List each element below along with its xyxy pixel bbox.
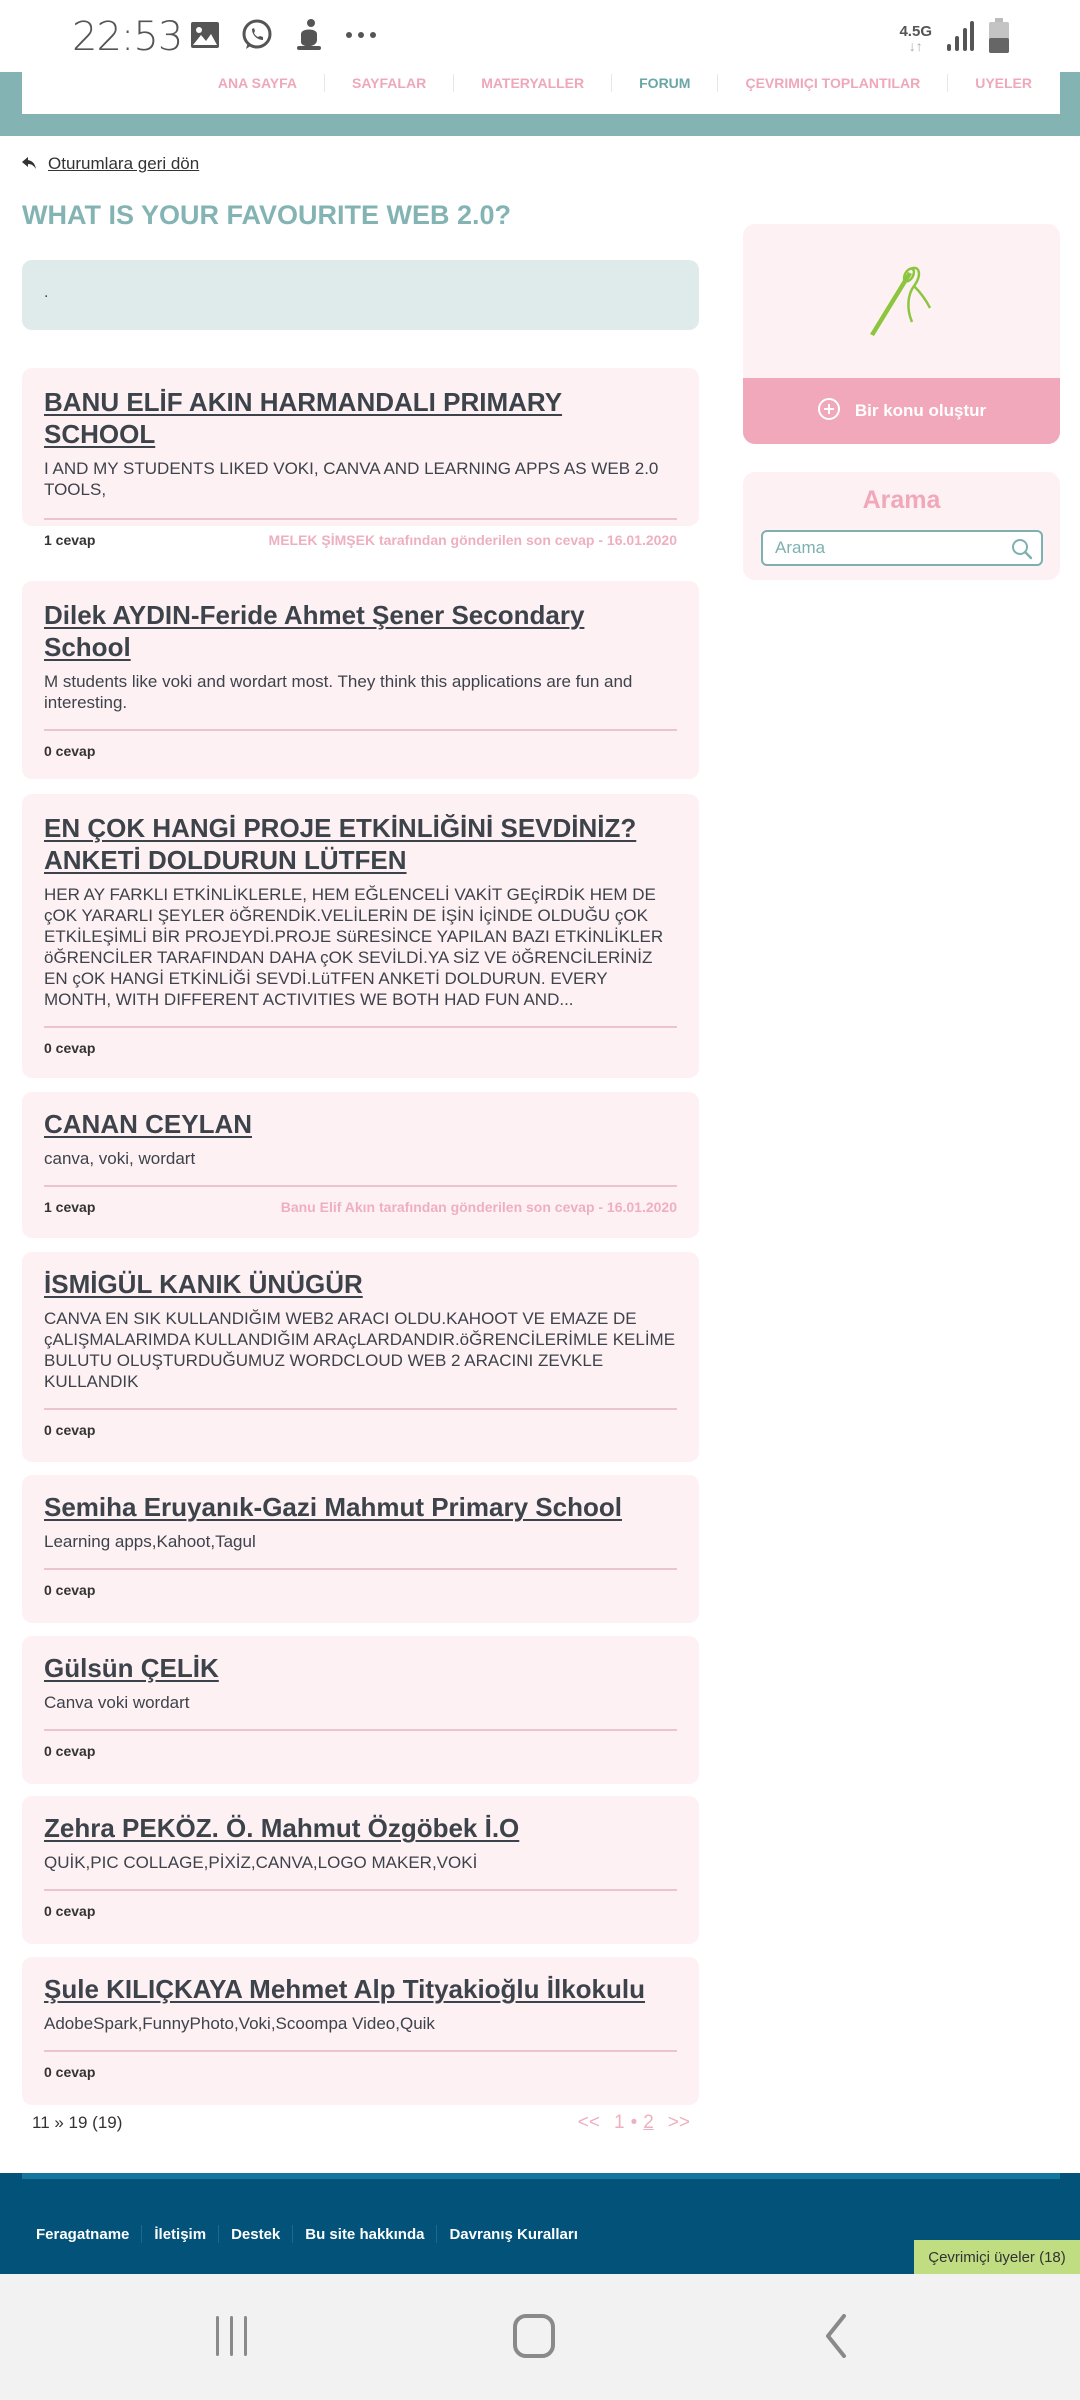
pagination-info: 11 » 19 (19) [32,2113,123,2132]
online-members-button[interactable]: Çevrimiçi üyeler (18) [914,2240,1080,2274]
nav-divider [324,74,325,92]
needle-thread-icon [868,264,938,349]
nav-sayfalar[interactable]: SAYFALAR [352,75,427,91]
footer-link-about[interactable]: Bu site hakkında [305,2225,425,2243]
nav-divider [947,74,948,92]
topic-title-link[interactable]: BANU ELİF AKIN HARMANDALI PRIMARY SCHOOL [44,387,563,449]
topic-card [22,794,699,1078]
search-input[interactable] [763,532,993,564]
reply-count: 1 cevap [44,1199,96,1215]
pagination [578,2112,690,2134]
topic-excerpt: QUİK,PIC COLLAGE,PİXİZ,CANVA,LOGO MAKER,VOKİ [44,1853,478,1872]
topic-title-link[interactable]: EN ÇOK HANGİ PROJE ETKİNLİĞİNİ SEVDİNİZ? ANKETİ DOLDURUN LÜTFEN [44,813,637,875]
back-to-sessions-link[interactable] [22,154,199,174]
footer-divider [436,2225,437,2243]
last-reply-link[interactable]: Banu Elif Akın tarafından gönderilen son cevap - 16.01.2020 [280,1199,677,1215]
topic-card [22,1475,699,1623]
reply-count: 0 cevap [44,1582,96,1598]
topic-card [22,1092,699,1238]
reply-count: 0 cevap [44,1040,96,1056]
topic-title-link[interactable]: Gülsün ÇELİK [44,1653,219,1683]
nav-divider [453,74,454,92]
nav-cevrimici-toplantilar[interactable]: ÇEVRIMIÇI TOPLANTILAR [745,75,921,91]
footer-stripe [22,2173,1060,2179]
page-title: WHAT IS YOUR FAVOURITE WEB 2.0? [22,200,512,230]
nav-divider [611,74,612,92]
nav-uyeler[interactable]: UYELER [975,75,1032,91]
nav-materyaller[interactable]: MATERYALLER [481,75,585,91]
topic-title-link[interactable]: İSMİGÜL KANIK ÜNÜGÜR [44,1269,363,1299]
create-topic-label: Bir konu oluştur [854,401,987,420]
footer-divider [141,2225,142,2243]
status-bar [0,0,1080,72]
footer-link-iletisim[interactable]: İletişim [154,2225,207,2243]
back-link-label: Oturumlara geri dön [48,154,200,173]
page-1-link[interactable]: 1 [613,2112,625,2133]
footer-link-code-of-conduct[interactable]: Davranış Kuralları [449,2225,578,2243]
topic-card [22,581,699,779]
top-navigation [218,72,1032,94]
accessibility-icon [292,18,326,52]
topic-title-link[interactable]: Dilek AYDIN-Feride Ahmet Şener Secondary School [44,600,585,662]
recent-apps-icon[interactable] [212,2314,252,2363]
gallery-icon [188,18,222,52]
status-time: 22:53 [72,14,183,60]
search-box [761,530,1043,566]
footer-link-destek[interactable]: Destek [231,2225,281,2243]
topic-card [22,368,699,548]
topic-excerpt: CANVA EN SIK KULLANDIĞIM WEB2 ARACI OLDU.KAHOOT VE EMAZE DE çALIŞMALARIMDA KULLANDIĞIM ARAçLARDANDIR.öĞRENCİLERİMLE KELİME BULUTU OLUŞTURDUĞUMUZ WORDCLOUD WEB 2 ARACINI ZEVKLE KULLANDIK [44,1309,676,1391]
topic-card [22,1636,699,1784]
create-topic-card [743,224,1060,444]
topic-title-link[interactable]: Zehra PEKÖZ. Ö. Mahmut Özgöbek İ.O [44,1813,520,1843]
topic-excerpt: Learning apps,Kahoot,Tagul [44,1532,256,1551]
reply-count: 0 cevap [44,2064,96,2080]
topic-excerpt: I AND MY STUDENTS LIKED VOKI, CANVA AND LEARNING APPS AS WEB 2.0 TOOLS, [44,459,659,499]
topic-excerpt: canva, voki, wordart [44,1149,196,1168]
topic-title-link[interactable]: Şule KILIÇKAYA Mehmet Alp Tityakioğlu İlkokulu [44,1974,645,2004]
topic-excerpt: M students like voki and wordart most. They think this applications are fun and interesting. [44,672,633,712]
search-panel [743,472,1060,580]
nav-forum[interactable]: FORUM [639,75,691,91]
plus-circle-icon [817,397,841,426]
prev-page-button[interactable]: << [577,2112,600,2133]
create-topic-button[interactable] [743,378,1060,444]
network-indicator: 4.5G ↓↑ [899,22,932,54]
signal-icon [946,20,974,57]
battery-icon [988,18,1010,59]
reply-count: 0 cevap [44,743,96,759]
footer-divider [218,2225,219,2243]
topic-card [22,1957,699,2105]
home-icon[interactable] [512,2314,556,2363]
next-page-button[interactable]: >> [667,2112,690,2133]
topic-card [22,1252,699,1462]
search-title: Arama [862,486,941,514]
footer-links [36,2225,578,2243]
system-navigation-bar [0,2274,1080,2400]
topic-excerpt: HER AY FARKLI ETKİNLİKLERLE, HEM EĞLENCELİ VAKİT GEçİRDİK HEM DE çOK YARARLI ŞEYLER öĞRENDİK.VELİLERİN DE İŞİN İçİNDE OLDUĞU çOK ETKİLEŞİMLİ BİR PROJEYDİ.PROJE SüRESİNCE YAPILAN BAZI ETKİNLİKLER öĞRENCİLER TARAFINDAN DAHA çOK SEVİLDİ.YA SİZ VE öĞRENCİLERİNİZ EN çOK HANGİ ETKİNLİĞİ SEVDİ.LüTFEN ANKETİ DOLDURUN. EVERY MONTH, WITH DIFFERENT ACTIVITIES WE BOTH HAD FUN AND... [44,885,664,1009]
whatsapp-icon [240,18,274,52]
topic-card [22,1796,699,1944]
topic-excerpt: Canva voki wordart [44,1693,190,1712]
topic-title-link[interactable]: CANAN CEYLAN [44,1109,252,1139]
footer-link-feragatname[interactable]: Feragatname [36,2225,130,2243]
forum-intro: . [22,260,699,330]
topic-title-link[interactable]: Semiha Eruyanık-Gazi Mahmut Primary School [44,1492,622,1522]
reply-count: 0 cevap [44,1743,96,1759]
reply-count: 1 cevap [44,532,96,548]
back-icon[interactable] [822,2314,850,2363]
page-separator: • [630,2112,638,2133]
more-icon [344,18,378,52]
search-icon[interactable] [1011,538,1033,565]
page-2-current: 2 [643,2112,654,2133]
nav-ana-sayfa[interactable]: ANA SAYFA [217,75,298,91]
last-reply-link[interactable]: MELEK ŞİMŞEK tarafından gönderilen son cevap - 16.01.2020 [268,532,677,548]
reply-count: 0 cevap [44,1903,96,1919]
reply-count: 0 cevap [44,1422,96,1438]
topic-excerpt: AdobeSpark,FunnyPhoto,Voki,Scoompa Video,Quik [44,2014,435,2033]
footer-divider [292,2225,293,2243]
reply-arrow-icon [22,154,36,174]
nav-divider [717,74,718,92]
